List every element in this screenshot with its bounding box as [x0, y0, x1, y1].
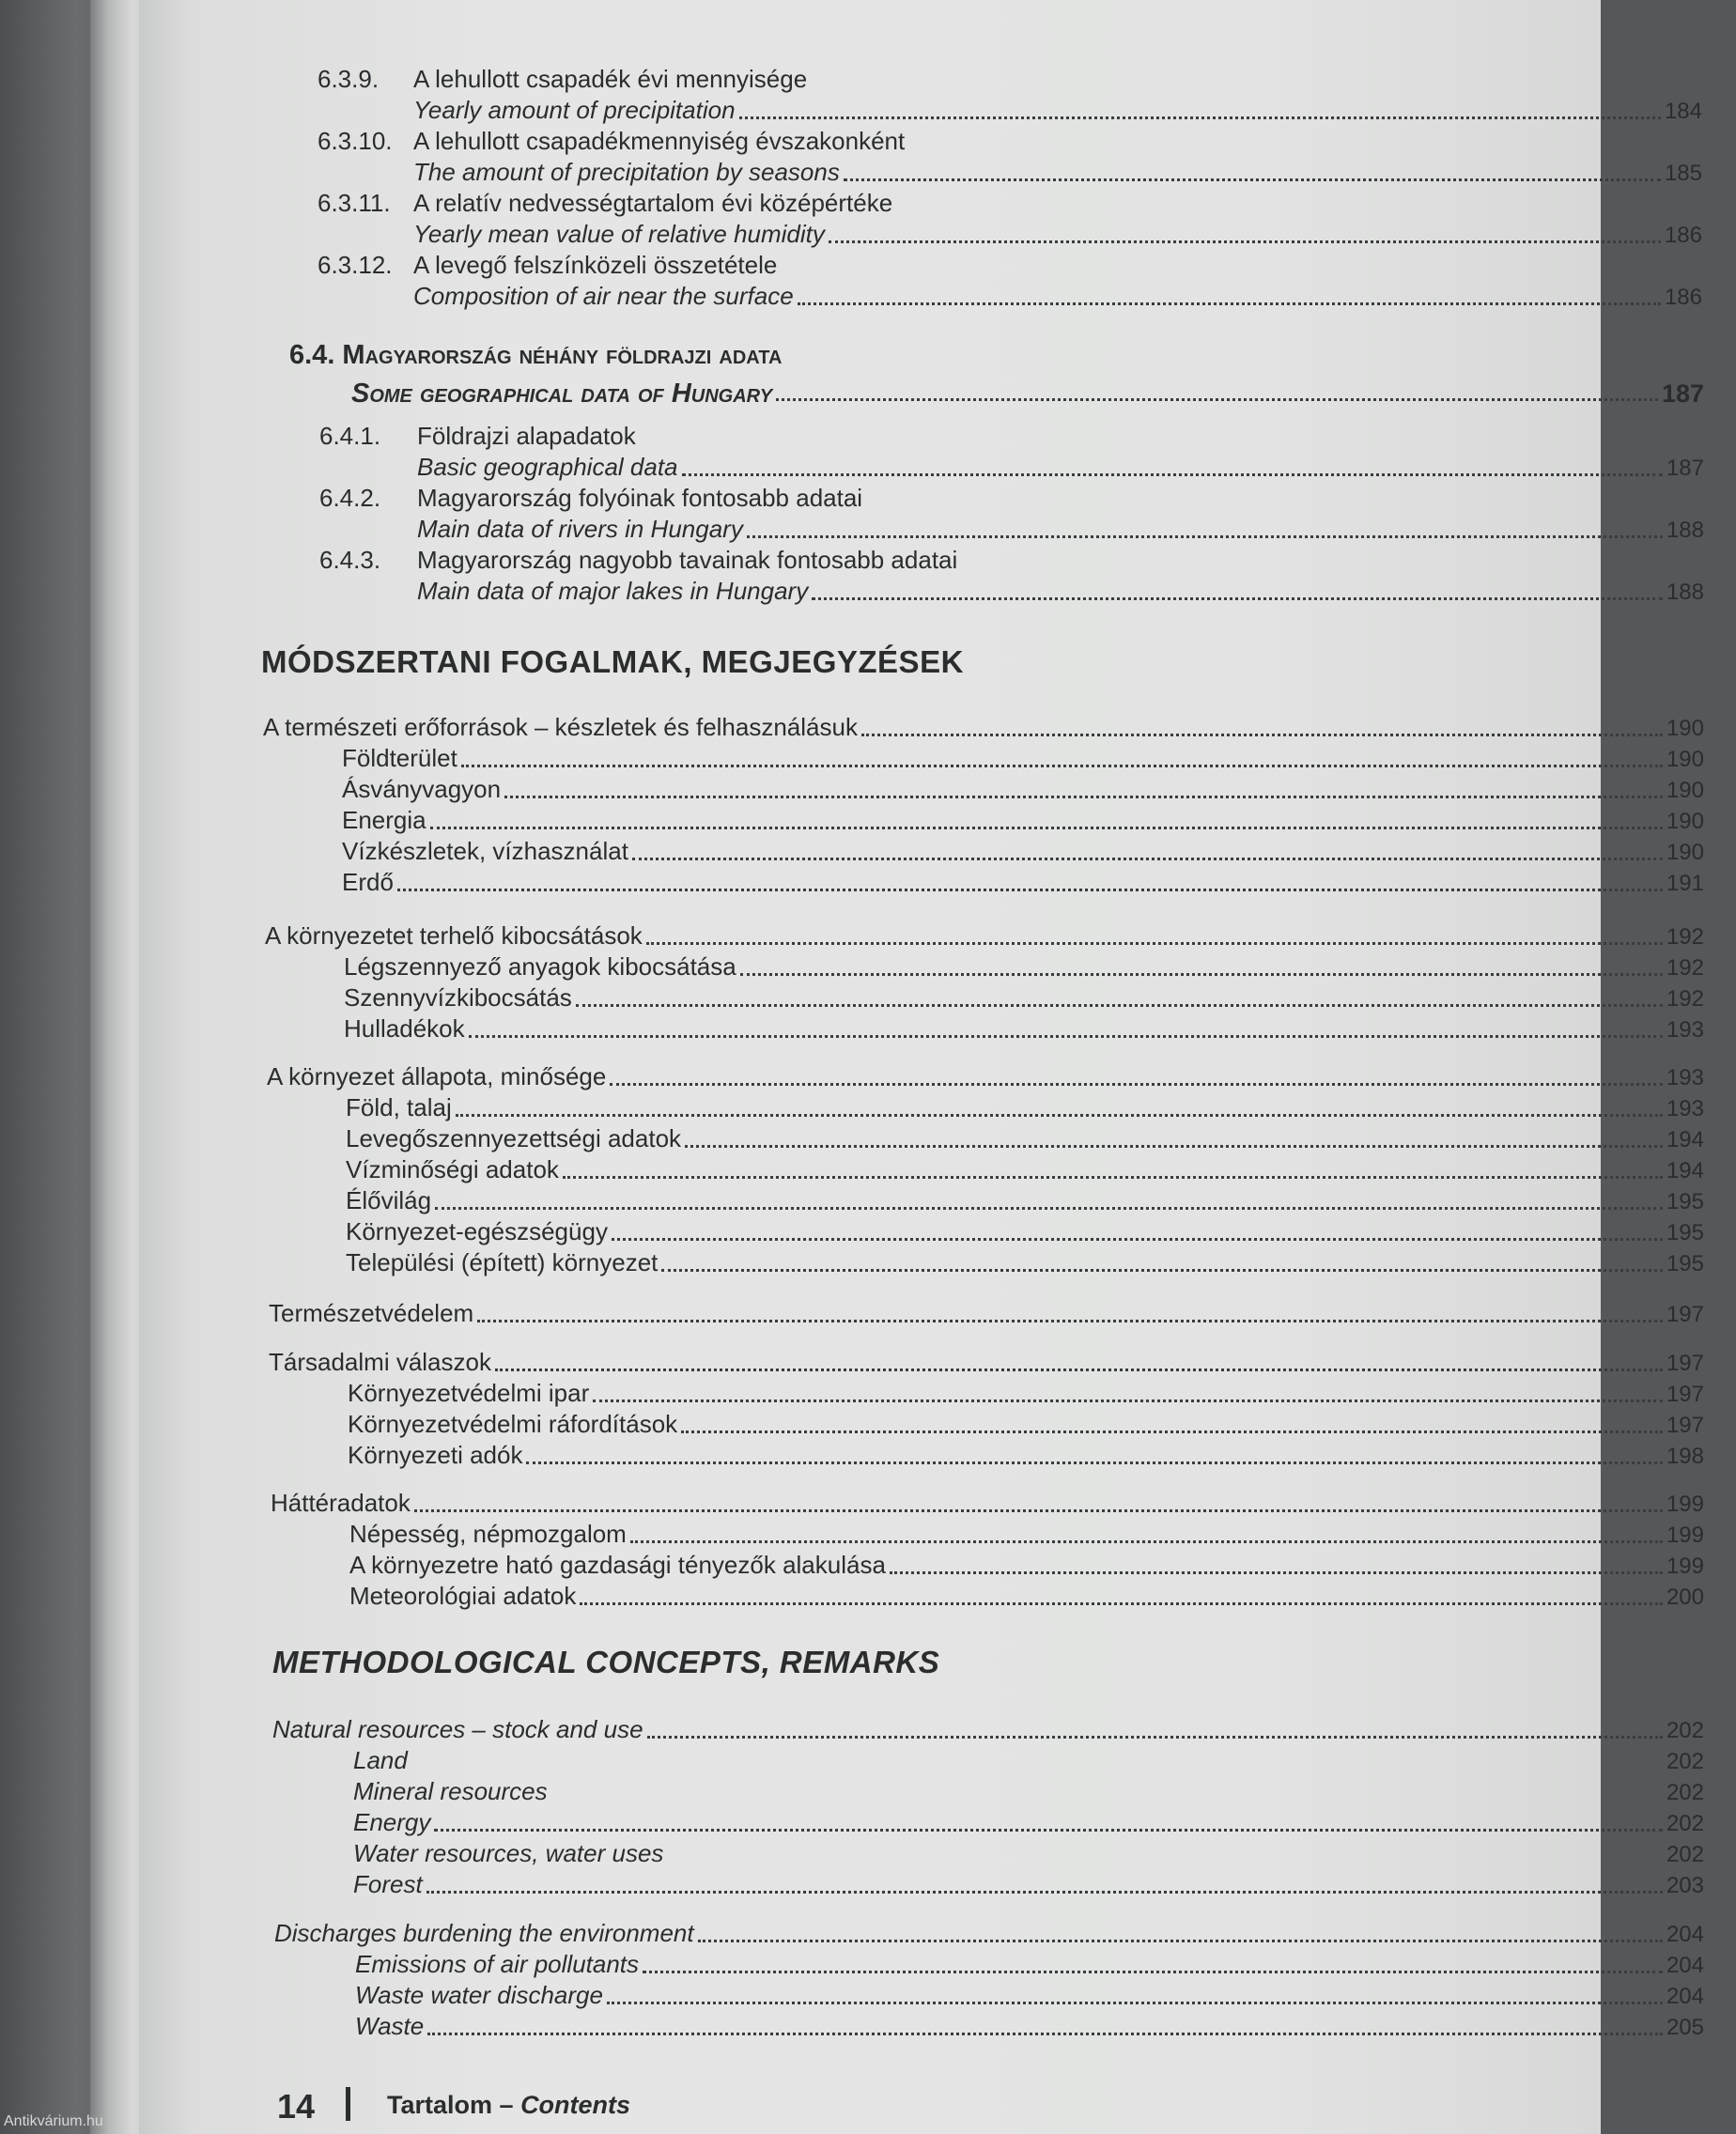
row-text: Vízkészletek, vízhasználat — [342, 837, 628, 865]
toc-row[interactable] — [413, 281, 1702, 313]
row-text: Élővilág — [346, 1186, 432, 1214]
page-number: 202 — [1666, 1811, 1704, 1836]
entry-title-hu: A levegő felszínközeli összetétele — [413, 251, 778, 279]
toc-row[interactable] — [349, 1519, 1704, 1551]
leader-dots — [435, 1203, 1663, 1210]
page-number: 192 — [1666, 924, 1704, 950]
toc-row[interactable] — [353, 1838, 1704, 1870]
row-text: Vízminőségi adatok — [346, 1155, 559, 1183]
leader-dots — [740, 969, 1663, 976]
leader-dots — [630, 1537, 1663, 1543]
row-text: Környezeti adók — [348, 1441, 523, 1469]
toc-row[interactable] — [417, 514, 1704, 546]
page-number: 192 — [1666, 986, 1704, 1012]
entry-number: 6.3.10. — [318, 127, 393, 155]
leader-dots — [681, 1427, 1663, 1433]
toc-row[interactable] — [344, 951, 1704, 983]
row-text: Környezetvédelmi ipar — [348, 1379, 590, 1407]
leader-dots — [607, 1998, 1663, 2004]
toc-row[interactable] — [346, 1123, 1704, 1155]
row-text: A természeti erőforrások – készletek és felhasználásuk — [263, 713, 858, 741]
page-number: 193 — [1666, 1096, 1704, 1121]
row-text: Emissions of air pollutants — [355, 1950, 640, 1978]
entry-number: 6.3.12. — [318, 251, 393, 279]
entry-title-en: Main data of major lakes in Hungary — [417, 577, 809, 605]
toc-row[interactable] — [265, 920, 1704, 952]
leader-dots — [661, 1265, 1663, 1272]
leader-dots — [829, 237, 1661, 243]
toc-row[interactable] — [346, 1154, 1704, 1186]
row-text: Természetvédelem — [269, 1299, 474, 1327]
page-number: 193 — [1666, 1065, 1704, 1090]
toc-row[interactable] — [267, 1061, 1704, 1093]
page-number: 197 — [1666, 1413, 1704, 1438]
toc-row[interactable] — [342, 805, 1704, 837]
leader-dots — [495, 1365, 1663, 1371]
entry-number: 6.4.3. — [319, 546, 381, 574]
entry-title-hu: A relatív nedvességtartalom évi középértéke — [413, 189, 893, 217]
page-number: 192 — [1666, 955, 1704, 981]
toc-row[interactable] — [344, 1013, 1704, 1045]
footer-title-hu: Tartalom — [387, 2091, 493, 2119]
toc-row[interactable] — [348, 1378, 1704, 1410]
entry-title-en: Yearly amount of precipitation — [413, 96, 736, 124]
toc-row[interactable] — [272, 1714, 1704, 1746]
entry-number: 6.4.1. — [319, 422, 381, 450]
leader-dots — [427, 2029, 1663, 2035]
page-number: 202 — [1666, 1749, 1704, 1774]
row-text: Társadalmi válaszok — [269, 1348, 491, 1376]
leader-dots — [526, 1458, 1663, 1464]
leader-dots — [647, 1732, 1663, 1739]
row-text: Erdő — [342, 868, 394, 896]
toc-row[interactable] — [342, 867, 1704, 899]
leader-dots — [469, 1031, 1663, 1038]
page-number: 195 — [1666, 1220, 1704, 1245]
row-text: Ásványvagyon — [342, 775, 502, 803]
section-heading-hu: 6.4. Magyarország néhány földrajzi adata — [289, 340, 783, 370]
leader-dots — [426, 1887, 1663, 1894]
toc-row[interactable] — [349, 1550, 1704, 1582]
page-number: 203 — [1666, 1873, 1704, 1898]
leader-dots — [844, 175, 1661, 181]
page-number: 204 — [1666, 1984, 1704, 2009]
leader-dots — [397, 885, 1663, 891]
page-number: 190 — [1666, 778, 1704, 803]
leader-dots — [504, 792, 1663, 798]
page-number: 204 — [1666, 1922, 1704, 1947]
row-text: Települési (épített) környezet — [346, 1248, 659, 1276]
leader-dots — [890, 1568, 1663, 1574]
section-heading-row[interactable] — [351, 379, 1704, 409]
leader-dots — [610, 1079, 1663, 1086]
toc-row[interactable] — [271, 1488, 1704, 1520]
page-number: 204 — [1666, 1953, 1704, 1978]
page-number: 202 — [1666, 1780, 1704, 1805]
page-number: 190 — [1666, 747, 1704, 772]
footer-title-en: Contents — [520, 2091, 631, 2119]
row-text: Waste — [355, 2012, 425, 2040]
toc-row[interactable] — [417, 452, 1704, 484]
page-number: 202 — [1666, 1718, 1704, 1743]
toc-row[interactable] — [417, 576, 1704, 608]
page-number: 187 — [1666, 456, 1704, 481]
toc-row[interactable] — [353, 1776, 1704, 1808]
page-number: 194 — [1666, 1127, 1704, 1152]
leader-dots — [593, 1396, 1663, 1402]
row-text: Land — [353, 1746, 408, 1774]
entry-title-en: The amount of precipitation by seasons — [413, 158, 840, 186]
toc-row[interactable] — [413, 157, 1702, 189]
row-text: A környezetet terhelő kibocsátások — [265, 921, 643, 950]
page-number: 197 — [1666, 1351, 1704, 1376]
page-number: 198 — [1666, 1444, 1704, 1469]
entry-title-hu: A lehullott csapadékmennyiség évszakonként — [413, 127, 906, 155]
page-number: 197 — [1666, 1302, 1704, 1327]
toc-row[interactable] — [269, 1298, 1704, 1330]
leader-dots — [434, 1825, 1663, 1832]
leader-dots — [812, 594, 1663, 600]
leader-dots — [461, 761, 1663, 767]
leader-dots — [632, 854, 1663, 860]
row-text: Szennyvízkibocsátás — [344, 983, 572, 1012]
page-number: 187 — [1661, 379, 1704, 408]
entry-title-hu: Magyarország nagyobb tavainak fontosabb adatai — [417, 546, 958, 574]
row-text: Energy — [353, 1808, 431, 1836]
row-text: Energia — [342, 806, 426, 834]
entry-title-hu: Magyarország folyóinak fontosabb adatai — [417, 484, 863, 512]
leader-dots — [643, 1967, 1663, 1973]
page-number: 186 — [1664, 223, 1702, 248]
leader-dots — [580, 1599, 1663, 1605]
leader-dots — [798, 299, 1661, 305]
row-text: Mineral resources — [353, 1777, 548, 1805]
page-number: 199 — [1666, 1554, 1704, 1579]
toc-row[interactable] — [355, 1980, 1704, 2012]
entry-title-en: Main data of rivers in Hungary — [417, 515, 743, 543]
row-text: Meteorológiai adatok — [349, 1582, 577, 1610]
leader-dots — [747, 532, 1663, 538]
toc-row[interactable] — [263, 712, 1704, 744]
entry-title-en: Yearly mean value of relative humidity — [413, 220, 825, 248]
toc-row[interactable] — [353, 1869, 1704, 1901]
page-number: 197 — [1666, 1382, 1704, 1407]
page-number: 194 — [1666, 1158, 1704, 1183]
toc-row[interactable] — [349, 1581, 1704, 1613]
entry-title-en: Composition of air near the surface — [413, 282, 794, 310]
entry-title-hu: A lehullott csapadék évi mennyisége — [413, 65, 808, 93]
page-number: 195 — [1666, 1189, 1704, 1214]
row-spacer — [411, 1766, 1663, 1770]
toc-row[interactable] — [346, 1247, 1704, 1279]
row-text: Légszennyező anyagok kibocsátása — [344, 952, 736, 981]
entry-number: 6.3.9. — [318, 65, 380, 93]
methods-en-heading: METHODOLOGICAL CONCEPTS, REMARKS — [272, 1645, 940, 1679]
toc-row[interactable] — [342, 836, 1704, 868]
footer-title-sep: – — [492, 2091, 521, 2119]
page-number: 193 — [1666, 1017, 1704, 1043]
leader-dots — [430, 823, 1663, 829]
page-number: 190 — [1666, 840, 1704, 865]
row-text: Natural resources – stock and use — [272, 1715, 643, 1743]
page-number: 190 — [1666, 716, 1704, 741]
toc-row[interactable] — [342, 743, 1704, 775]
leader-dots — [456, 1110, 1663, 1117]
toc-row[interactable] — [269, 1347, 1704, 1379]
toc-row[interactable] — [353, 1745, 1704, 1777]
leader-dots — [682, 470, 1663, 476]
page-number: 184 — [1664, 99, 1702, 124]
row-text: Föld, talaj — [346, 1093, 452, 1121]
section-heading-en: Some geographical data of Hungary — [351, 379, 773, 409]
toc-row[interactable] — [344, 982, 1704, 1014]
page-number: 188 — [1666, 580, 1704, 605]
entry-title-hu: Földrajzi alapadatok — [417, 422, 636, 450]
row-spacer — [667, 1859, 1663, 1863]
row-text: Környezet-egészségügy — [346, 1217, 608, 1245]
row-text: Water resources, water uses — [353, 1839, 664, 1867]
footer-title — [387, 2091, 630, 2120]
leader-dots — [576, 1000, 1663, 1007]
row-text: A környezet állapota, minősége — [267, 1062, 607, 1090]
row-text: Népesség, népmozgalom — [349, 1520, 627, 1548]
leader-dots — [685, 1141, 1663, 1148]
row-spacer — [551, 1797, 1663, 1801]
page-number: 205 — [1666, 2015, 1704, 2040]
footer-page-number: 14 — [277, 2087, 316, 2126]
toc-row[interactable] — [346, 1092, 1704, 1124]
book-page — [139, 0, 1704, 2134]
leader-dots — [698, 1936, 1663, 1942]
page-number: 186 — [1664, 285, 1702, 310]
methods-hu-heading: MÓDSZERTANI FOGALMAK, MEGJEGYZÉSEK — [261, 644, 964, 679]
row-text: Környezetvédelmi ráfordítások — [348, 1410, 678, 1438]
row-text: A környezetre ható gazdasági tényezők alakulása — [349, 1551, 886, 1579]
row-text: Háttéradatok — [271, 1489, 411, 1517]
row-text: Hulladékok — [344, 1014, 465, 1043]
leader-dots — [612, 1234, 1663, 1241]
entry-number: 6.3.11. — [318, 189, 391, 217]
row-text: Forest — [353, 1870, 423, 1898]
leader-dots — [861, 730, 1663, 736]
page-number: 195 — [1666, 1251, 1704, 1276]
watermark: Antikvárium.hu — [4, 2113, 103, 2129]
footer-divider — [346, 2087, 350, 2121]
page-number: 185 — [1664, 161, 1702, 186]
toc-row[interactable] — [355, 2011, 1704, 2043]
leader-dots — [739, 113, 1661, 119]
entry-number: 6.4.2. — [319, 484, 381, 512]
toc-row[interactable] — [274, 1918, 1704, 1950]
leader-dots — [563, 1172, 1663, 1179]
toc-row[interactable] — [346, 1216, 1704, 1248]
row-text: Waste water discharge — [355, 1981, 603, 2009]
page-number: 199 — [1666, 1523, 1704, 1548]
page-edge — [90, 0, 147, 2134]
leader-dots — [776, 394, 1658, 401]
page-number: 191 — [1666, 871, 1704, 896]
row-text: Levegőszennyezettségi adatok — [346, 1124, 682, 1152]
toc-row[interactable] — [348, 1440, 1704, 1472]
leader-dots — [414, 1506, 1663, 1512]
page-number: 190 — [1666, 809, 1704, 834]
toc-row[interactable] — [353, 1807, 1704, 1839]
toc-row[interactable] — [346, 1185, 1704, 1217]
page-number: 188 — [1666, 518, 1704, 543]
toc-row[interactable] — [348, 1409, 1704, 1441]
leader-dots — [477, 1316, 1663, 1322]
toc-row[interactable] — [413, 95, 1702, 127]
page-number: 202 — [1666, 1842, 1704, 1867]
page-number: 200 — [1666, 1585, 1704, 1610]
row-text: Discharges burdening the environment — [274, 1919, 694, 1947]
leader-dots — [646, 938, 1663, 945]
toc-row[interactable] — [355, 1949, 1704, 1981]
toc-row[interactable] — [413, 219, 1702, 251]
toc-row[interactable] — [342, 774, 1704, 806]
entry-title-en: Basic geographical data — [417, 453, 678, 481]
row-text: Földterület — [342, 744, 457, 772]
page-number: 199 — [1666, 1492, 1704, 1517]
